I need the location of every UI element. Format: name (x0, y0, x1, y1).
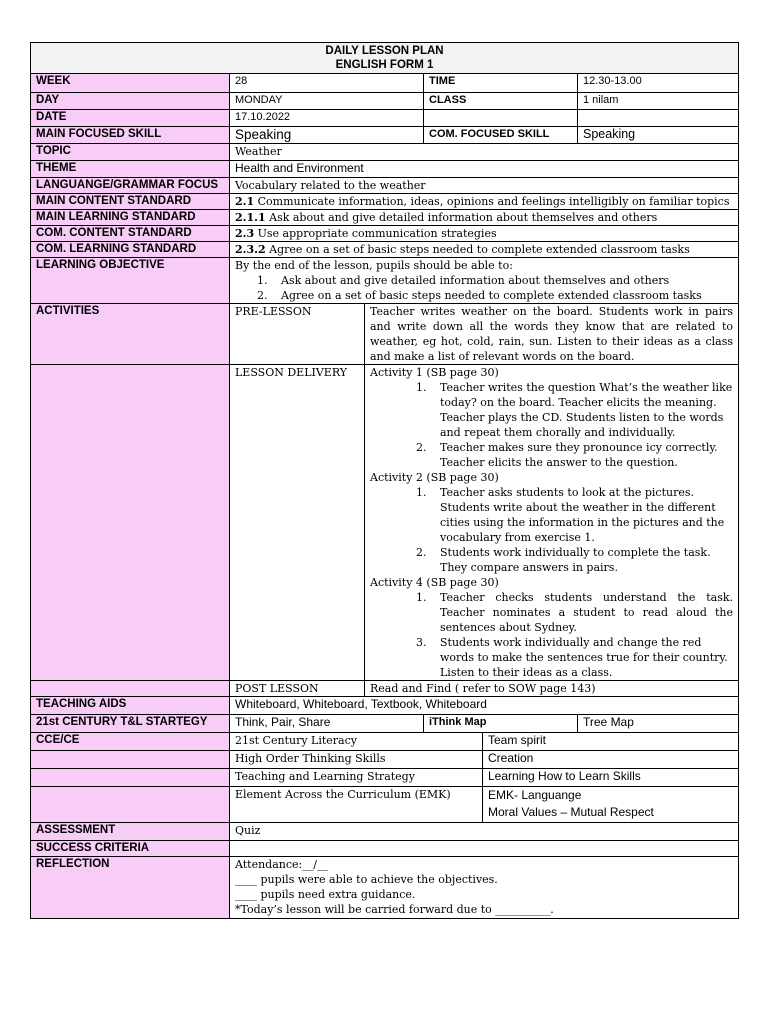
week-row (31, 74, 739, 93)
main-learning-text: Ask about and give detailed information about themselves and others (265, 211, 658, 224)
cce-label-continued (31, 751, 230, 769)
reflection-row (31, 857, 739, 919)
topic-row (31, 144, 739, 161)
objective-value (230, 258, 739, 304)
class-value: 1 nilam (578, 93, 739, 110)
title-line-2: ENGLISH FORM 1 (335, 59, 434, 71)
com-content-row (31, 226, 739, 242)
reflection-line: *Today’s lesson will be carried forward due to __________. (235, 903, 554, 916)
activities-label: ACTIVITIES (31, 304, 230, 365)
cce-right: Creation (483, 751, 739, 769)
com-learning-value (230, 242, 739, 258)
topic-label: TOPIC (31, 144, 230, 161)
com-learning-text: Agree on a set of basic steps needed to complete extended classroom tasks (265, 243, 690, 256)
strategy-label: 21st CENTURY T&L STARTEGY (31, 715, 230, 733)
list-item (416, 440, 733, 470)
date-empty-2 (578, 110, 739, 127)
strategy-row (31, 715, 739, 733)
week-label: WEEK (31, 74, 230, 93)
theme-label: THEME (31, 161, 230, 178)
moral-values-label: Moral Values – (488, 805, 571, 819)
cce-label-continued (31, 769, 230, 787)
objective-item (235, 273, 733, 288)
list-item-text: Teacher checks students understand the task. Teacher nominates a student to read aloud the sentences about Sydney. (440, 591, 733, 634)
cce-row (31, 733, 739, 751)
list-item-number: 2. (416, 441, 427, 454)
activity-4-title: Activity 4 (SB page 30) (370, 576, 499, 589)
com-learning-row (31, 242, 739, 258)
main-content-label: MAIN CONTENT STANDARD (31, 194, 230, 210)
cce-left: High Order Thinking Skills (230, 751, 483, 769)
com-skill-value: Speaking (578, 127, 739, 144)
com-learning-label: COM. LEARNING STANDARD (31, 242, 230, 258)
main-learning-label: MAIN LEARNING STANDARD (31, 210, 230, 226)
list-item-text: Teacher asks students to look at the pictures. Students write about the weather in the different cities using the information in the pictures and the vocabulary from exercise 1. (440, 486, 725, 544)
list-item-text: Teacher writes the question What’s the weather like today? on the board. Teacher elicits the meaning. Teacher plays the CD. Students listen to the words and repeat them chorally and individually. (440, 381, 733, 439)
emk-right (483, 787, 739, 823)
pre-lesson-row (31, 304, 739, 365)
cce-left: 21st Century Literacy (230, 733, 483, 751)
emk-left: Element Across the Curriculum (EMK) (230, 787, 483, 823)
time-value: 12.30-13.00 (578, 74, 739, 93)
activities-label-continued (31, 365, 230, 681)
activity-4-list (370, 590, 733, 680)
com-learning-code: 2.3.2 (235, 243, 266, 256)
success-value (230, 841, 739, 857)
post-lesson-row (31, 681, 739, 697)
reflection-line: ____ pupils need extra guidance. (235, 888, 416, 901)
main-skill-value: Speaking (230, 127, 424, 144)
skill-row (31, 127, 739, 144)
aids-value: Whiteboard, Whiteboard, Textbook, Whiteboard (230, 697, 739, 715)
cce-left: Teaching and Learning Strategy (230, 769, 483, 787)
lesson-delivery-row (31, 365, 739, 681)
topic-value: Weather (230, 144, 739, 161)
com-content-code: 2.3 (235, 227, 255, 240)
list-item (416, 635, 733, 680)
activity-1-list (370, 380, 733, 470)
com-skill-label: COM. FOCUSED SKILL (424, 127, 578, 144)
main-learning-value (230, 210, 739, 226)
main-skill-label: MAIN FOCUSED SKILL (31, 127, 230, 144)
list-item (416, 545, 733, 575)
assessment-label: ASSESSMENT (31, 823, 230, 841)
cce-label: CCE/CE (31, 733, 230, 751)
strategy-value-2: iThink Map (424, 715, 578, 733)
activity-1-title: Activity 1 (SB page 30) (370, 366, 499, 379)
post-lesson-text: Read and Find ( refer to SOW page 143) (365, 681, 739, 697)
pre-lesson-text: Teacher writes weather on the board. Students work in pairs and write down all the words they know that are related to weather, eg hot, cold, rain, sun. Listen to their ideas as a class and make a list of relevant words on the board. (365, 304, 739, 365)
list-item-number: 1. (416, 591, 427, 604)
list-item (416, 380, 733, 440)
list-item (416, 590, 733, 635)
emk-value: EMK- Languange (488, 788, 582, 802)
list-item (416, 485, 733, 545)
date-value: 17.10.2022 (230, 110, 424, 127)
grammar-value: Vocabulary related to the weather (230, 178, 739, 194)
day-value: MONDAY (230, 93, 424, 110)
objective-intro: By the end of the lesson, pupils should be able to: (235, 259, 513, 272)
main-content-row (31, 194, 739, 210)
list-item-number: 1. (416, 486, 427, 499)
reflection-line: ____ pupils were able to achieve the objectives. (235, 873, 498, 886)
cce-row (31, 769, 739, 787)
main-learning-row (31, 210, 739, 226)
activities-label-end (31, 681, 230, 697)
com-content-label: COM. CONTENT STANDARD (31, 226, 230, 242)
list-item-number: 3. (416, 636, 427, 649)
cce-label-continued (31, 787, 230, 823)
objective-label: LEARNING OBJECTIVE (31, 258, 230, 304)
plan-title (31, 43, 739, 74)
date-row (31, 110, 739, 127)
objective-row (31, 258, 739, 304)
week-value: 28 (230, 74, 424, 93)
objective-item-number: 2. (257, 289, 268, 302)
strategy-value-1: Think, Pair, Share (230, 715, 424, 733)
list-item-text: Students work individually to complete the task. They compare answers in pairs. (440, 546, 711, 574)
aids-label: TEACHING AIDS (31, 697, 230, 715)
aids-row (31, 697, 739, 715)
post-lesson-label: POST LESSON (230, 681, 365, 697)
objective-item-number: 1. (257, 274, 268, 287)
moral-values-value: Mutual Respect (570, 805, 654, 819)
objective-item-text: Agree on a set of basic steps needed to complete extended classroom tasks (281, 289, 702, 302)
list-item-number: 2. (416, 546, 427, 559)
time-label: TIME (424, 74, 578, 93)
success-row (31, 841, 739, 857)
objective-item (235, 288, 733, 303)
com-content-text: Use appropriate communication strategies (254, 227, 497, 240)
activity-2-title: Activity 2 (SB page 30) (370, 471, 499, 484)
theme-value: Health and Environment (230, 161, 739, 178)
main-content-value (230, 194, 739, 210)
day-row (31, 93, 739, 110)
cce-right: Team spirit (483, 733, 739, 751)
lesson-delivery-label: LESSON DELIVERY (230, 365, 365, 681)
objective-item-text: Ask about and give detailed information about themselves and others (281, 274, 670, 287)
lesson-plan (30, 42, 738, 919)
reflection-label: REFLECTION (31, 857, 230, 919)
reflection-line: Attendance:__/__ (235, 858, 328, 871)
cce-row (31, 751, 739, 769)
main-content-text: Communicate information, ideas, opinions and feelings intelligibly on familiar topics (254, 195, 730, 208)
main-content-code: 2.1 (235, 195, 255, 208)
grammar-label: LANGUANGE/GRAMMAR FOCUS (31, 178, 230, 194)
strategy-value-3: Tree Map (578, 715, 739, 733)
reflection-value (230, 857, 739, 919)
lesson-plan-table (30, 42, 739, 919)
com-content-value (230, 226, 739, 242)
title-line-1: DAILY LESSON PLAN (325, 45, 444, 57)
main-learning-code: 2.1.1 (235, 211, 266, 224)
cce-right: Learning How to Learn Skills (483, 769, 739, 787)
list-item-text: Students work individually and change the red words to make the sentences true for their country. Listen to their ideas as a class. (440, 636, 728, 679)
theme-row (31, 161, 739, 178)
cce-emk-row (31, 787, 739, 823)
title-row (31, 43, 739, 74)
activity-2-list (370, 485, 733, 575)
assessment-row (31, 823, 739, 841)
list-item-text: Teacher makes sure they pronounce icy correctly. Teacher elicits the answer to the question. (440, 441, 718, 469)
list-item-number: 1. (416, 381, 427, 394)
date-label: DATE (31, 110, 230, 127)
moral-values (488, 804, 733, 821)
date-empty-1 (424, 110, 578, 127)
lesson-delivery-content (365, 365, 739, 681)
pre-lesson-label: PRE-LESSON (230, 304, 365, 365)
class-label: CLASS (424, 93, 578, 110)
grammar-row (31, 178, 739, 194)
success-label: SUCCESS CRITERIA (31, 841, 230, 857)
assessment-value: Quiz (230, 823, 739, 841)
day-label: DAY (31, 93, 230, 110)
